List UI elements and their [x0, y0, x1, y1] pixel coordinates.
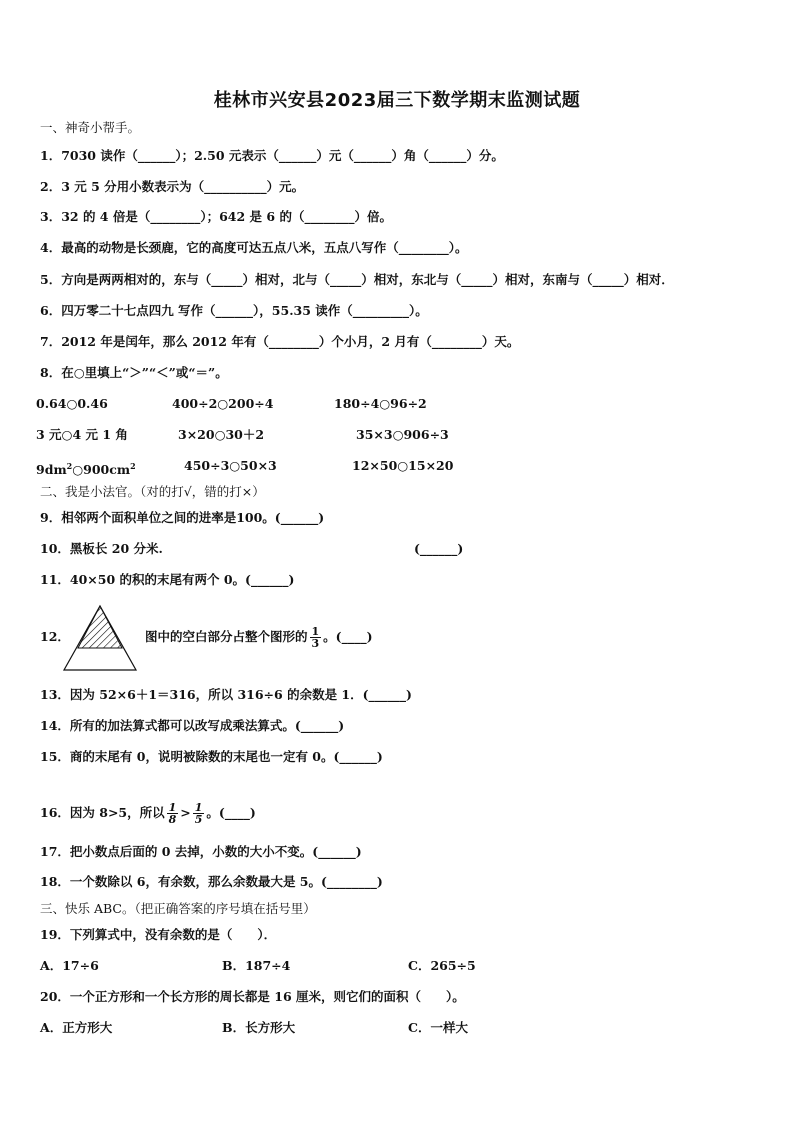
- question-16: 16．因为 8>5，所以 $\frac{1}{8}$ > $\frac{1}{5}$ 。(____): [40, 801, 256, 826]
- question-5: 5．方向是两两相对的，东与（_____）相对，北与（_____）相对，东北与（_____）相对，东南与（_____）相对．: [40, 272, 674, 287]
- question-17: 17．把小数点后面的 0 去掉，小数的大小不变。(______): [40, 844, 362, 859]
- compare-item: 450÷3○50×3: [184, 458, 277, 473]
- question-15: 15．商的末尾有 0，说明被除数的末尾也一定有 0。(______): [40, 749, 383, 764]
- question-2: 2．3 元 5 分用小数表示为（__________）元。: [40, 179, 305, 194]
- section-2-heading: 二、我是小法官。（对的打√，错的打×）: [40, 484, 265, 499]
- compare-item-area: $9dm^2○900cm^2$: [36, 461, 136, 478]
- question-9: 9．相邻两个面积单位之间的进率是100。(______): [40, 510, 325, 525]
- question-12-number: 12．: [40, 629, 70, 644]
- question-20-option-a: A．正方形大: [40, 1020, 113, 1035]
- question-10-blank: (______): [414, 541, 464, 556]
- compare-item: 180÷4○96÷2: [334, 396, 427, 411]
- fraction-one-third: $\frac{1}{3}$: [311, 625, 320, 650]
- question-20: 20．一个正方形和一个长方形的周长都是 16 厘米，则它们的面积（ ）。: [40, 989, 465, 1004]
- question-19-option-c: C．265÷5: [408, 958, 476, 973]
- question-8: 8．在○里填上“＞”“＜”或“＝”。: [40, 365, 228, 380]
- question-19-option-b: B．187÷4: [222, 958, 291, 973]
- question-14: 14．所有的加法算式都可以改写成乘法算式。(______): [40, 718, 345, 733]
- question-20-option-c: C．一样大: [408, 1020, 468, 1035]
- question-19-option-a: A．17÷6: [40, 958, 99, 973]
- question-10: 10．黑板长 20 分米.: [40, 541, 163, 556]
- compare-item: 35×3○906÷3: [356, 427, 449, 442]
- question-20-option-b: B．长方形大: [222, 1020, 296, 1035]
- fraction-one-fifth: $\frac{1}{5}$: [194, 801, 203, 826]
- question-18: 18．一个数除以 6，有余数，那么余数最大是 5。(________): [40, 874, 383, 889]
- compare-item: 3×20○30＋2: [178, 427, 265, 442]
- question-4: 4．最高的动物是长颈鹿，它的高度可达五点八米，五点八写作（________）。: [40, 240, 468, 255]
- compare-item: 12×50○15×20: [352, 458, 454, 473]
- question-19: 19．下列算式中，没有余数的是（ ）．: [40, 927, 277, 942]
- question-7: 7．2012 年是闰年，那么 2012 年有（________）个小月，2 月有（________）天。: [40, 334, 520, 349]
- question-6: 6．四万零二十七点四九 写作（______），55.35 读作（_________）。: [40, 303, 428, 318]
- question-1: 1．7030 读作（______）；2.50 元表示（______）元（______）角（______）分。: [40, 148, 504, 163]
- question-3: 3．32 的 4 倍是（________）；642 是 6 的（________）倍。: [40, 209, 392, 224]
- question-12: 图中的空白部分占整个图形的 $\frac{1}{3}$ 。(____): [145, 625, 373, 650]
- fraction-one-eighth: $\frac{1}{8}$: [168, 801, 177, 826]
- section-3-heading: 三、快乐 ABC。（把正确答案的序号填在括号里）: [40, 901, 316, 916]
- triangle-shaded-part: [78, 606, 122, 648]
- triangle-figure: [62, 604, 138, 672]
- section-1-heading: 一、神奇小帮手。: [40, 120, 141, 135]
- question-11: 11．40×50 的积的末尾有两个 0。(______): [40, 572, 295, 587]
- compare-item: 0.64○0.46: [36, 396, 108, 411]
- compare-item: 3 元○4 元 1 角: [36, 427, 128, 442]
- question-13: 13．因为 52×6＋1＝316，所以 316÷6 的余数是 1．(______): [40, 687, 412, 702]
- page-title: 桂林市兴安县2023届三下数学期末监测试题: [213, 90, 581, 111]
- compare-item: 400÷2○200÷4: [172, 396, 274, 411]
